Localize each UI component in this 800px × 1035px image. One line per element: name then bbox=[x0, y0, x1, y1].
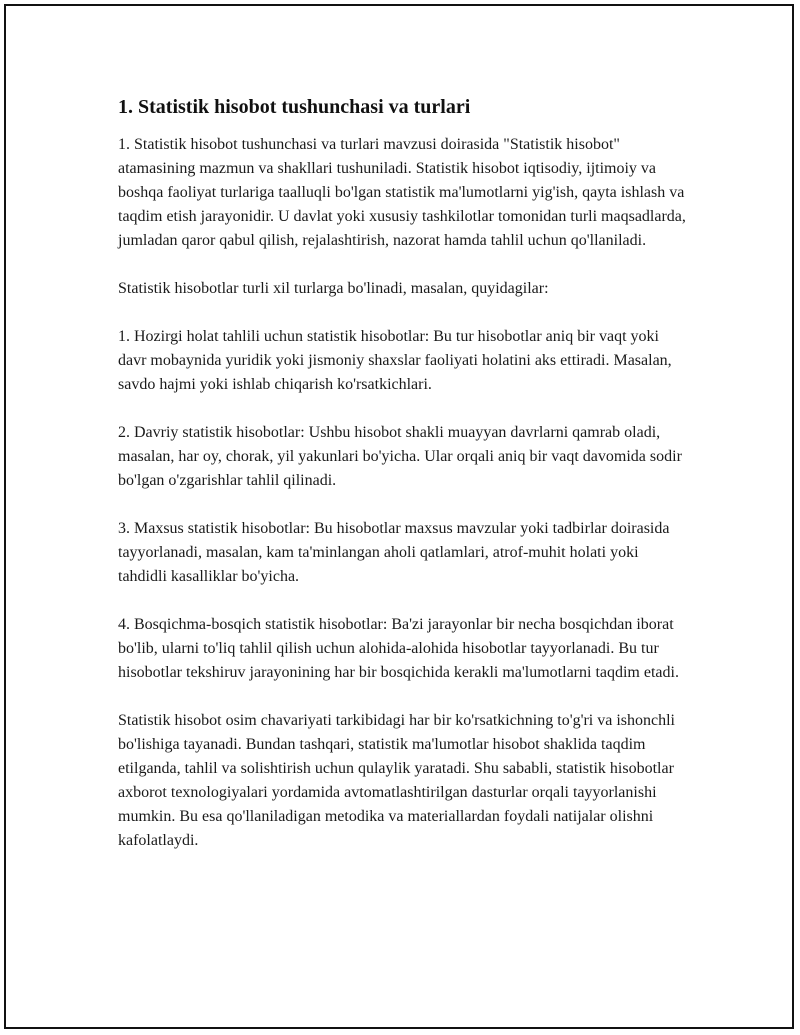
type-1-paragraph: 1. Hozirgi holat tahlili uchun statistik hisobotlar: Bu tur hisobotlar aniq bir vaqt yoki davr mobaynida yuridik yoki jismoniy shaxslar faoliyati holatini aks ettiradi. Masalan, savdo hajmi yoki ishlab chiqarish ko'rsatkichlari. bbox=[118, 328, 672, 393]
type-3-paragraph: 3. Maxsus statistik hisobotlar: Bu hisobotlar maxsus mavzular yoki tadbirlar doirasida tayyorlanadi, masalan, kam ta'minlangan aholi qatlamlari, atrof-muhit holati yoki tahdidli kasalliklar bo'yicha. bbox=[118, 520, 670, 585]
document-title: 1. Statistik hisobot tushunchasi va turlari bbox=[118, 96, 471, 118]
intro-paragraph: 1. Statistik hisobot tushunchasi va turlari mavzusi doirasida "Statistik hisobot" atamasining mazmun va shakllari tushuniladi. Statistik hisobot iqtisodiy, ijtimoiy va boshqa faoliyat turlariga taalluqli bo'lgan statistik ma'lumotlarni yig'ish, qayta ishlash va taqdim etish jarayonidir. U davlat yoki xususiy tashkilotlar tomonidan turli maqsadlarda, jumladan qaror qabul qilish, rejalashtirish, nazorat hamda tahlil uchun qo'llaniladi. bbox=[118, 136, 686, 249]
types-lead-paragraph: Statistik hisobotlar turli xil turlarga bo'linadi, masalan, quyidagilar: bbox=[118, 280, 549, 297]
conclusion-paragraph: Statistik hisobot osim chavariyati tarkibidagi har bir ko'rsatkichning to'g'ri va ishonchli bo'lishiga tayanadi. Bundan tashqari, statistik ma'lumotlar hisobot shaklida taqdim etilganda, tahlil va solishtirish uchun qulaylik yaratadi. Shu sababli, statistik hisobotlar axborot texnologiyalari yordamida avtomatlashtirilgan dasturlar orqali tayyorlanishi mumkin. Bu esa qo'llaniladigan metodika va materiallardan foydali natijalar olishni kafolatlaydi. bbox=[118, 712, 675, 849]
type-4-paragraph: 4. Bosqichma-bosqich statistik hisobotlar: Ba'zi jarayonlar bir necha bosqichdan iborat bo'lib, ularni to'liq tahlil qilish uchun alohida-alohida hisobotlar tayyorlanadi. Bu tur hisobotlar tekshiruv jarayonining har bir bosqichida kerakli ma'lumotlarni taqdim etadi. bbox=[118, 616, 679, 681]
type-2-paragraph: 2. Davriy statistik hisobotlar: Ushbu hisobot shakli muayyan davrlarni qamrab oladi, masalan, har oy, chorak, yil yakunlari bo'yicha. Ular orqali aniq bir vaqt davomida sodir bo'lgan o'zgarishlar tahlil qilinadi. bbox=[118, 424, 682, 489]
document-body bbox=[118, 95, 688, 877]
